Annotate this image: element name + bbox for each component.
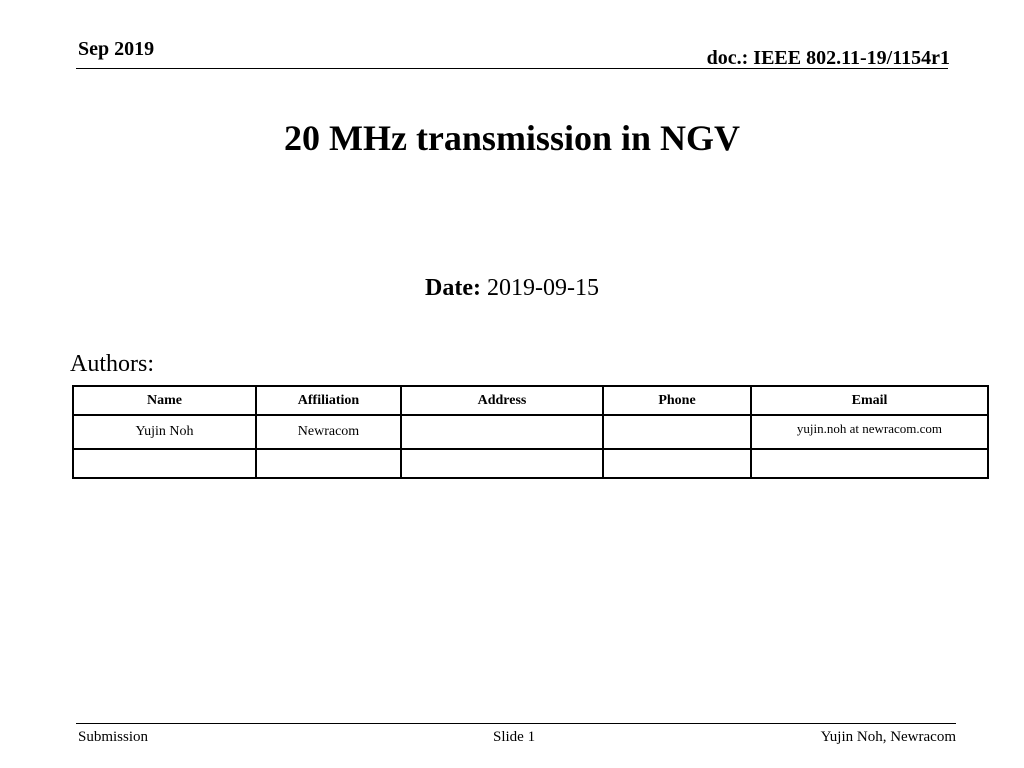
cell-address: [401, 415, 603, 449]
column-header-phone: Phone: [603, 386, 751, 415]
column-header-affiliation: Affiliation: [256, 386, 401, 415]
authors-table: [72, 385, 989, 479]
header-date: Sep 2019: [78, 38, 155, 60]
footer-author: Yujin Noh, Newracom: [820, 729, 956, 745]
table-row: [73, 449, 988, 478]
cell-name: [73, 449, 256, 478]
cell-affiliation: Newracom: [256, 415, 401, 449]
column-header-email: Email: [751, 386, 988, 415]
cell-address: [401, 449, 603, 478]
slide-title: 20 MHz transmission in NGV: [283, 118, 740, 158]
cell-phone: [603, 415, 751, 449]
date-value: 2019-09-15: [486, 275, 599, 301]
cell-phone: [603, 449, 751, 478]
footer-slide-number: Slide 1: [493, 729, 536, 745]
header-divider: [76, 68, 948, 69]
cell-email: yujin.noh at newracom.com: [751, 415, 988, 449]
authors-label: Authors:: [70, 351, 154, 377]
date-line: [0, 272, 1024, 304]
date-label: Date:: [425, 275, 481, 301]
footer-divider: [76, 723, 956, 724]
header-doc-id: doc.: IEEE 802.11-19/1154r1: [706, 47, 950, 69]
table-header-row: [73, 386, 988, 415]
cell-name: Yujin Noh: [73, 415, 256, 449]
table-row: [73, 415, 988, 449]
column-header-name: Name: [73, 386, 256, 415]
cell-email: [751, 449, 988, 478]
column-header-address: Address: [401, 386, 603, 415]
cell-affiliation: [256, 449, 401, 478]
footer-submission: Submission: [78, 729, 149, 745]
